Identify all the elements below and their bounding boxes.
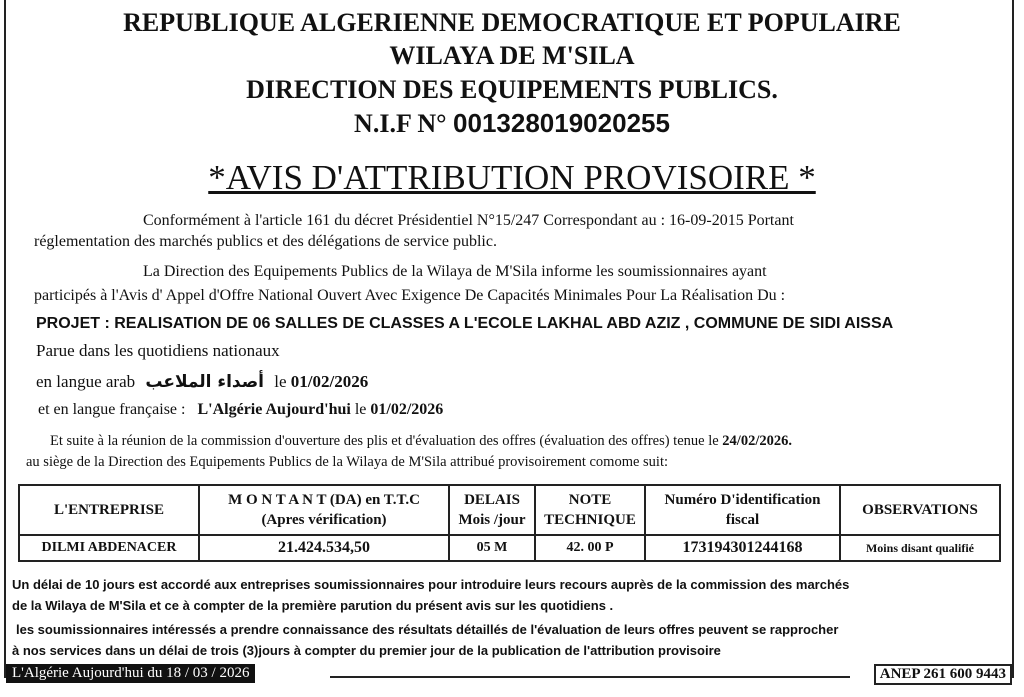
commission-date: 24/02/2026.	[722, 433, 792, 449]
header-text: DELAIS	[464, 492, 520, 508]
header-direction: DIRECTION DES EQUIPEMENTS PUBLICS.	[246, 75, 778, 104]
consultation-line2: à nos services dans un délai de trois (3)jours à compter du premier jour de la publication de l'attribution provisoire	[12, 643, 721, 658]
header-text: NOTE	[568, 492, 612, 508]
paragraph-decree-line2: réglementation des marchés publics et des délégations de service public.	[34, 233, 497, 250]
header-subtext: fiscal	[725, 512, 760, 528]
cell-nif: 173194301244168	[645, 535, 840, 561]
attribution-table	[18, 484, 1001, 562]
header-subtext: (Apres vérification)	[261, 512, 387, 528]
cell-observations: Moins disant qualifié	[840, 535, 1000, 561]
table-row	[19, 535, 1000, 561]
header-text: M O N T A N T (DA) en T.T.C	[228, 492, 420, 508]
notice-title	[0, 158, 1024, 198]
cell-delais: 05 M	[449, 535, 535, 561]
published-in: Parue dans les quotidiens nationaux	[36, 341, 280, 360]
paragraph-direction-line1: La Direction des Equipements Publics de la Wilaya de M'Sila informe les soumissionnaires ayant	[143, 263, 767, 280]
arab-newspaper: أصداء الملاعب	[145, 372, 265, 392]
arab-prefix: en langue arab	[36, 372, 136, 391]
col-delais	[449, 485, 535, 535]
header-republic: REPUBLIQUE ALGERIENNE DEMOCRATIQUE ET POPULAIRE	[123, 8, 901, 37]
fr-date: 01/02/2026	[370, 401, 444, 418]
publication-banner: L'Algérie Aujourd'hui du 18 / 03 / 2026	[6, 664, 255, 683]
footer-rule	[330, 676, 850, 678]
consultation-line1: les soumissionnaires intéressés a prendre connaissance des résultats détaillés de l'évaluation de leurs offres peuvent se rapprocher	[16, 622, 839, 637]
fr-date-prefix: le	[354, 401, 367, 418]
paragraph-decree-line1: Conformément à l'article 161 du décret Présidentiel N°15/247 Correspondant au : 16-09-2015 Portant	[143, 212, 794, 229]
header-subtext: TECHNIQUE	[544, 512, 636, 528]
commission-text: Et suite à la réunion de la commission d'ouverture des plis et d'évaluation des offres (évaluation des offres) tenue le	[50, 433, 719, 449]
fr-newspaper: L'Algérie Aujourd'hui	[197, 401, 351, 418]
header-wilaya: WILAYA DE M'SILA	[389, 41, 635, 70]
project-title: PROJET : REALISATION DE 06 SALLES DE CLASSES A L'ECOLE LAKHAL ABD AZIZ , COMMUNE DE SIDI AISSA	[36, 315, 894, 332]
col-montant	[199, 485, 449, 535]
col-observations	[840, 485, 1000, 535]
nif-label: N.I.F N°	[354, 109, 447, 138]
cell-montant: 21.424.534,50	[199, 535, 449, 561]
nif-value: 001328019020255	[453, 108, 670, 138]
table-header-row	[19, 485, 1000, 535]
header-text: L'ENTREPRISE	[53, 502, 165, 518]
anep-reference: ANEP 261 600 9443	[874, 664, 1012, 685]
cell-entreprise: DILMI ABDENACER	[19, 535, 199, 561]
col-nif	[645, 485, 840, 535]
arab-date-prefix: le	[274, 372, 287, 391]
paragraph-commission-line1	[50, 431, 792, 451]
fr-publication	[38, 400, 443, 420]
col-note	[535, 485, 645, 535]
arab-publication	[36, 372, 368, 392]
header-nif	[0, 108, 1024, 139]
header-text: Numéro D'identification	[664, 492, 821, 508]
header-subtext: Mois /jour	[458, 512, 526, 528]
fr-prefix: et en langue française :	[38, 401, 186, 418]
notice-title-text: *AVIS D'ATTRIBUTION PROVISOIRE *	[208, 158, 816, 197]
arab-date: 01/02/2026	[290, 372, 369, 391]
paragraph-commission-line2: au siège de la Direction des Equipements Publics de la Wilaya de M'Sila attribué provisoirement comome suit:	[26, 454, 669, 470]
paragraph-direction-line2: participés à l'Avis d' Appel d'Offre National Ouvert Avec Exigence De Capacités Minimales Pour La Réalisation Du :	[34, 287, 786, 304]
col-entreprise	[19, 485, 199, 535]
header-text: OBSERVATIONS	[862, 502, 978, 518]
recours-line2: de la Wilaya de M'Sila et ce à compter de la première parution du présent avis sur les quotidiens .	[12, 598, 614, 613]
cell-note: 42. 00 P	[535, 535, 645, 561]
recours-line1: Un délai de 10 jours est accordé aux entreprises soumissionnaires pour introduire leurs recours auprès de la commission des marchés	[12, 577, 850, 592]
